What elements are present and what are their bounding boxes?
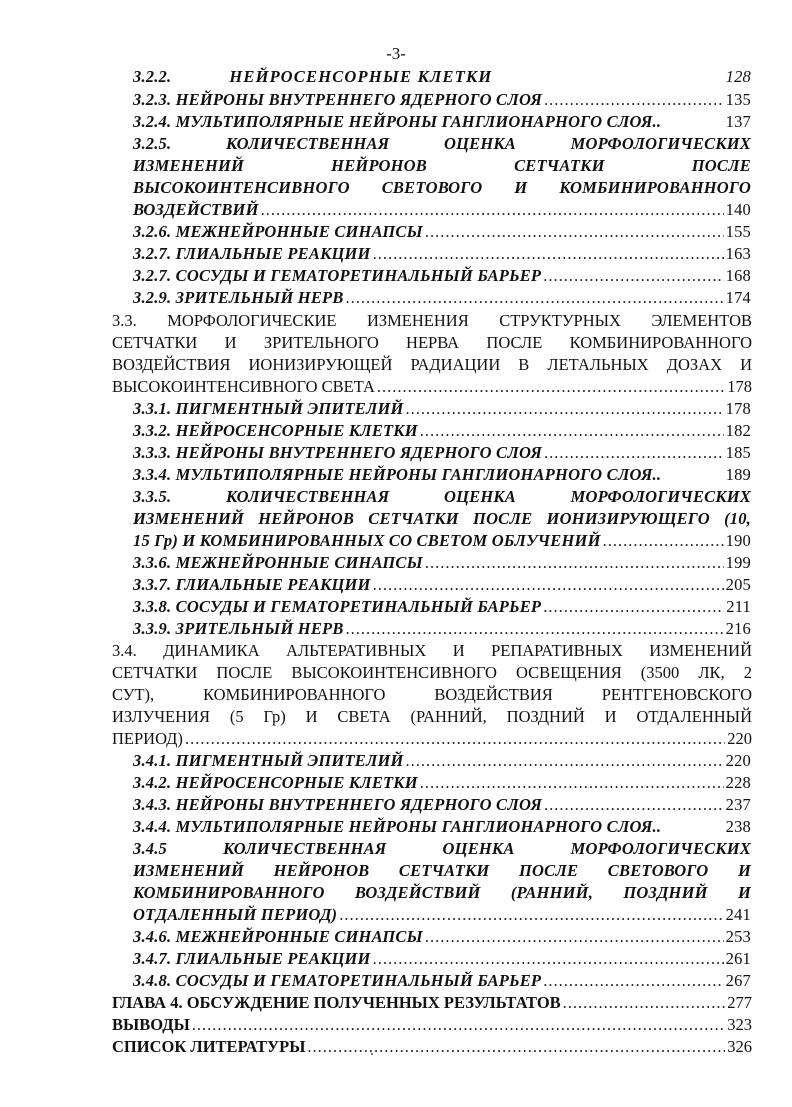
toc-entry: [133, 243, 751, 265]
toc-entry: [133, 904, 751, 926]
entry-page: 189: [725, 465, 751, 484]
toc-section: [112, 376, 752, 398]
entry-title: 3.3.9. ЗРИТЕЛЬНЫЙ НЕРВ: [133, 619, 344, 638]
toc-section: [112, 728, 752, 750]
entry-page: 238: [725, 817, 751, 836]
entry-title: 3.3.8. СОСУДЫ И ГЕМАТОРЕТИНАЛЬНЫЙ БАРЬЕР: [133, 597, 542, 616]
entry-page: 174: [725, 288, 751, 307]
toc-section-line: ИЗЛУЧЕНИЯ (5 Гр) И СВЕТА (РАННИЙ, ПОЗДНИЙ И ОТДАЛЕННЫЙ: [112, 707, 752, 726]
entry-page: 178: [725, 399, 751, 418]
entry-title: 3.2.3. НЕЙРОНЫ ВНУТРЕННЕГО ЯДЕРНОГО СЛОЯ: [133, 90, 543, 109]
entry-page: 261: [725, 949, 751, 968]
leader-dots: [406, 750, 724, 772]
toc-entry: [133, 574, 751, 596]
toc-entry-line: КОМБИНИРОВАННОГО ВОЗДЕЙСТВИЙ (РАННИЙ, ПОЗДНИЙ И: [133, 883, 751, 902]
entry-title: 3.4.2. НЕЙРОСЕНСОРНЫЕ КЛЕТКИ: [133, 773, 418, 792]
toc-entry: [133, 552, 751, 574]
entry-page: 237: [725, 795, 751, 814]
toc-chapter: [112, 1014, 752, 1036]
entry-title: 3.3.2. НЕЙРОСЕНСОРНЫЕ КЛЕТКИ: [133, 421, 418, 440]
entry-title: 3.4.7. ГЛИАЛЬНЫЕ РЕАКЦИИ: [133, 949, 371, 968]
section-title: ВЫСОКОИНТЕНСИВНОГО СВЕТА: [112, 377, 375, 396]
toc-entry: [133, 970, 751, 992]
entry-page: 137: [725, 112, 751, 131]
entry-page: 155: [725, 222, 751, 241]
leader-dots: [543, 596, 724, 618]
toc-entry: [133, 926, 751, 948]
toc-entry: [133, 948, 751, 970]
leader-dots: [603, 530, 724, 552]
entry-title: 3.4.4. МУЛЬТИПОЛЯРНЫЕ НЕЙРОНЫ ГАНГЛИОНАРНОГО СЛОЯ..: [133, 817, 662, 836]
entry-page: 135: [725, 90, 751, 109]
toc-section-line: СЕТЧАТКИ ПОСЛЕ ВЫСОКОИНТЕНСИВНОГО ОСВЕЩЕНИЯ (3500 ЛК, 2: [112, 663, 752, 682]
entry-number: 3.2.2.: [133, 67, 172, 86]
entry-title: 3.3.7. ГЛИАЛЬНЫЕ РЕАКЦИИ: [133, 575, 371, 594]
toc-entry-line: ВЫСОКОИНТЕНСИВНОГО СВЕТОВОГО И КОМБИНИРОВАННОГО: [133, 178, 751, 197]
section-page: 220: [727, 729, 752, 748]
toc-section-line: СЕТЧАТКИ И ЗРИТЕЛЬНОГО НЕРВА ПОСЛЕ КОМБИНИРОВАННОГО: [112, 333, 752, 352]
leader-dots: [544, 89, 724, 111]
toc-entry: [133, 89, 751, 111]
scan-speck: [371, 1053, 373, 1055]
entry-page: 220: [725, 751, 751, 770]
entry-page: 267: [725, 971, 751, 990]
leader-dots: [185, 728, 725, 750]
leader-dots: [373, 243, 724, 265]
chapter-page: 277: [727, 993, 752, 1012]
toc-entry-line: 3.3.5. КОЛИЧЕСТВЕННАЯ ОЦЕНКА МОРФОЛОГИЧЕСКИХ: [133, 487, 751, 506]
toc-entry: [133, 221, 751, 243]
entry-title: 3.2.6. МЕЖНЕЙРОННЫЕ СИНАПСЫ: [133, 222, 423, 241]
page-number: -3-: [386, 44, 406, 63]
entry-title: 3.2.9. ЗРИТЕЛЬНЫЙ НЕРВ: [133, 288, 344, 307]
entry-page: 185: [725, 443, 751, 462]
leader-dots: [543, 970, 723, 992]
leader-dots: [406, 398, 724, 420]
toc-entry: [133, 794, 751, 816]
toc-chapter: [112, 1036, 752, 1058]
entry-page: 253: [725, 927, 751, 946]
leader-dots: [544, 442, 724, 464]
toc-entry-line: 3.4.5 КОЛИЧЕСТВЕННАЯ ОЦЕНКА МОРФОЛОГИЧЕСКИХ: [133, 839, 751, 858]
toc-entry: [133, 618, 751, 640]
leader-dots: [377, 376, 725, 398]
leader-dots: [339, 904, 723, 926]
leader-dots: [346, 287, 724, 309]
entry-page: 241: [725, 905, 751, 924]
entry-title: 3.3.1. ПИГМЕНТНЫЙ ЭПИТЕЛИЙ: [133, 399, 404, 418]
entry-title: 3.4.3. НЕЙРОНЫ ВНУТРЕННЕГО ЯДЕРНОГО СЛОЯ: [133, 795, 543, 814]
entry-page: 190: [725, 531, 751, 550]
leader-dots: [563, 992, 726, 1014]
toc-entry-line: ИЗМЕНЕНИЙ НЕЙРОНОВ СЕТЧАТКИ ПОСЛЕ: [133, 156, 751, 175]
entry-page: 140: [725, 200, 751, 219]
leader-dots: [543, 265, 723, 287]
leader-dots: [544, 794, 724, 816]
toc-section-line: 3.3. МОРФОЛОГИЧЕСКИЕ ИЗМЕНЕНИЯ СТРУКТУРНЫХ ЭЛЕМЕНТОВ: [112, 311, 752, 330]
entry-title: НЕЙРОСЕНСОРНЫЕ КЛЕТКИ: [229, 67, 493, 86]
leader-dots: [346, 618, 724, 640]
leader-dots: [425, 926, 724, 948]
entry-page: 163: [725, 244, 751, 263]
leader-dots: [425, 552, 724, 574]
entry-title: 3.2.4. МУЛЬТИПОЛЯРНЫЕ НЕЙРОНЫ ГАНГЛИОНАРНОГО СЛОЯ..: [133, 112, 662, 131]
toc-section-line: ВОЗДЕЙСТВИЯ ИОНИЗИРУЮЩЕЙ РАДИАЦИИ В ЛЕТАЛЬНЫХ ДОЗАХ И: [112, 355, 752, 374]
toc-entry: [133, 265, 751, 287]
toc-entry-line: 3.2.5. КОЛИЧЕСТВЕННАЯ ОЦЕНКА МОРФОЛОГИЧЕСКИХ: [133, 134, 751, 153]
entry-title: 3.3.6. МЕЖНЕЙРОННЫЕ СИНАПСЫ: [133, 553, 423, 572]
toc-chapter: [112, 992, 752, 1014]
toc-entry-line: ИЗМЕНЕНИЙ НЕЙРОНОВ СЕТЧАТКИ ПОСЛЕ СВЕТОВОГО И: [133, 861, 751, 880]
toc-entry: [133, 530, 751, 552]
leader-dots: [373, 574, 724, 596]
entry-title: ОТДАЛЕННЫЙ ПЕРИОД): [133, 905, 338, 924]
toc-entry: [133, 66, 751, 88]
entry-page: 216: [725, 619, 751, 638]
toc-entry: [133, 420, 751, 442]
entry-title: 3.3.4. МУЛЬТИПОЛЯРНЫЕ НЕЙРОНЫ ГАНГЛИОНАРНОГО СЛОЯ..: [133, 465, 662, 484]
entry-page: 205: [725, 575, 751, 594]
toc-entry: [133, 111, 751, 133]
entry-title: 3.4.6. МЕЖНЕЙРОННЫЕ СИНАПСЫ: [133, 927, 423, 946]
leader-dots: [261, 199, 724, 221]
entry-page: 182: [725, 421, 751, 440]
entry-page: 199: [725, 553, 751, 572]
toc-entry: [133, 398, 751, 420]
leader-dots: [373, 948, 724, 970]
toc-entry-line: ИЗМЕНЕНИЙ НЕЙРОНОВ СЕТЧАТКИ ПОСЛЕ ИОНИЗИРУЮЩЕГО (10,: [133, 509, 751, 528]
toc-entry: [133, 750, 751, 772]
leader-dots: [192, 1014, 725, 1036]
chapter-title: СПИСОК ЛИТЕРАТУРЫ: [112, 1037, 306, 1056]
toc-entry: [133, 596, 751, 618]
toc-section-line: СУТ), КОМБИНИРОВАННОГО ВОЗДЕЙСТВИЯ РЕНТГЕНОВСКОГО: [112, 685, 752, 704]
section-title: ПЕРИОД): [112, 729, 183, 748]
chapter-page: 326: [727, 1037, 752, 1056]
entry-title: ВОЗДЕЙСТВИЙ: [133, 200, 259, 219]
chapter-title: ВЫВОДЫ: [112, 1015, 190, 1034]
chapter-page: 323: [727, 1015, 752, 1034]
entry-page: 228: [725, 773, 751, 792]
leader-dots: [425, 221, 724, 243]
entry-title: 3.3.3. НЕЙРОНЫ ВНУТРЕННЕГО ЯДЕРНОГО СЛОЯ: [133, 443, 543, 462]
toc-entry: [133, 442, 751, 464]
entry-title: 15 Гр) И КОМБИНИРОВАННЫХ СО СВЕТОМ ОБЛУЧЕНИЙ: [133, 531, 601, 550]
leader-dots: [420, 420, 724, 442]
entry-title: 3.4.1. ПИГМЕНТНЫЙ ЭПИТЕЛИЙ: [133, 751, 404, 770]
entry-page: 128: [725, 67, 751, 86]
entry-title: 3.4.8. СОСУДЫ И ГЕМАТОРЕТИНАЛЬНЫЙ БАРЬЕР: [133, 971, 542, 990]
toc-entry: [133, 287, 751, 309]
toc-entry: [133, 199, 751, 221]
toc-entry: [133, 772, 751, 794]
chapter-title: ГЛАВА 4. ОБСУЖДЕНИЕ ПОЛУЧЕННЫХ РЕЗУЛЬТАТОВ: [112, 993, 561, 1012]
entry-title: 3.2.7. ГЛИАЛЬНЫЕ РЕАКЦИИ: [133, 244, 371, 263]
entry-page: 211: [726, 597, 751, 616]
section-page: 178: [727, 377, 752, 396]
toc-section-line: 3.4. ДИНАМИКА АЛЬТЕРАТИВНЫХ И РЕПАРАТИВНЫХ ИЗМЕНЕНИЙ: [112, 641, 752, 660]
toc-entry: [133, 464, 751, 486]
entry-page: 168: [725, 266, 751, 285]
entry-title: 3.2.7. СОСУДЫ И ГЕМАТОРЕТИНАЛЬНЫЙ БАРЬЕР: [133, 266, 542, 285]
leader-dots: [420, 772, 724, 794]
toc-entry: [133, 816, 751, 838]
